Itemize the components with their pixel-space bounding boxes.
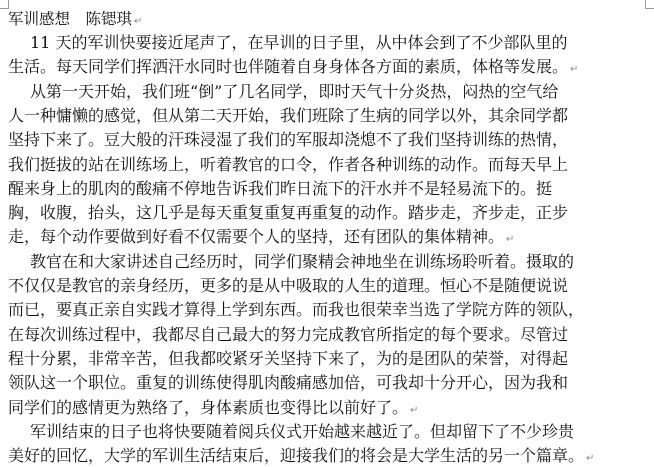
line-text: 军训结束的日子也将快要随着阅兵仪式开始越来越近了。但却留下了不少珍贵: [30, 421, 575, 441]
text-line: [8, 201, 648, 225]
line-text: 程十分累，非常辛苦，但我都咬紧牙关坚持下来了，为的是团队的荣誉，对得起: [8, 348, 569, 368]
text-line: [8, 104, 648, 128]
line-text: 从第一天开始，我们班“倒”了几名同学，即时天气十分炎热，闷热的空气给: [30, 81, 559, 101]
text-line: [8, 371, 648, 395]
text-line: [8, 55, 648, 79]
line-text: 领队这一个职位。重复的训练使得肌肉酸痛感加倍，可我却十分开心，因为我和: [8, 373, 569, 393]
line-text: 胸，收腹，抬头，这几乎是每天重复重复再重复的动作。踏步走，齐步走，正步: [8, 203, 569, 223]
line-text: 在每次训练过程中，我都尽自己最大的努力完成教官所指定的每个要求。尽管过: [8, 324, 569, 344]
text-line: [8, 396, 648, 420]
text-line: [8, 420, 648, 444]
line-text: 醒来身上的肌肉的酸痛不停地告诉我们昨日流下的汗水并不是轻易流下的。挺: [8, 178, 553, 198]
line-text: 坚持下来了。豆大般的汗珠浸湿了我们的军服却浇熄不了我们坚持训练的热情，: [8, 130, 569, 150]
text-line: [8, 128, 648, 152]
text-line: [8, 31, 648, 55]
line-text: 人一种慵懒的感觉，但从第二天开始，我们班除了生病的同学以外，其余同学都: [8, 105, 569, 125]
line-text: 同学们的感情更为熟络了，身体素质也变得比以前好了。: [8, 397, 409, 417]
line-text: 11 天的军训快要接近尾声了，在早训的日子里，从中体会到了不少部队里的: [30, 33, 568, 52]
line-text: 我们挺拔的站在训练场上，听着教官的口令，作者各种训练的动作。而每天早上: [8, 154, 569, 174]
line-text: 而已，要真正亲自实践才算得上学到东西。而我也很荣幸当选了学院方阵的领队，: [8, 300, 585, 320]
text-line: [8, 250, 648, 274]
paragraph-mark-icon: ↵: [570, 64, 579, 76]
paragraph-mark-icon: ↵: [506, 234, 515, 246]
document-title: [8, 7, 648, 31]
text-line: [8, 225, 648, 249]
text-line: [8, 177, 648, 201]
paragraph-mark-icon: ↵: [586, 453, 595, 465]
line-text: 不仅仅是教官的亲身经历，更多的是从中吸取的人生的道理。恒心不是随便说说: [8, 276, 569, 295]
title-text: 军训感想 陈锶琪: [8, 10, 133, 28]
line-text: 生活。每天同学们挥洒汗水同时也伴随着自身身体各方面的素质，体格等发展。: [8, 57, 569, 77]
line-text: 走，每个动作要做到好看不仅需要个人的坚持，还有团队的集体精神。: [8, 227, 505, 247]
paragraph-mark-icon: ↵: [134, 16, 143, 27]
text-line: [8, 153, 648, 177]
paragraph-mark-icon: ↵: [410, 404, 419, 416]
text-line: [8, 274, 648, 298]
line-text: 教官在和大家讲述自己经历时，同学们聚精会神地坐在训练场聆听着。摄取的: [30, 251, 575, 271]
text-line: [8, 323, 648, 347]
line-text: 美好的回忆，大学的军训生活结束后，迎接我们的将会是大学生活的另一个篇章。: [8, 446, 585, 466]
text-line: [8, 347, 648, 371]
text-line: [8, 80, 648, 104]
text-line: [8, 444, 648, 467]
text-line: [8, 298, 648, 322]
